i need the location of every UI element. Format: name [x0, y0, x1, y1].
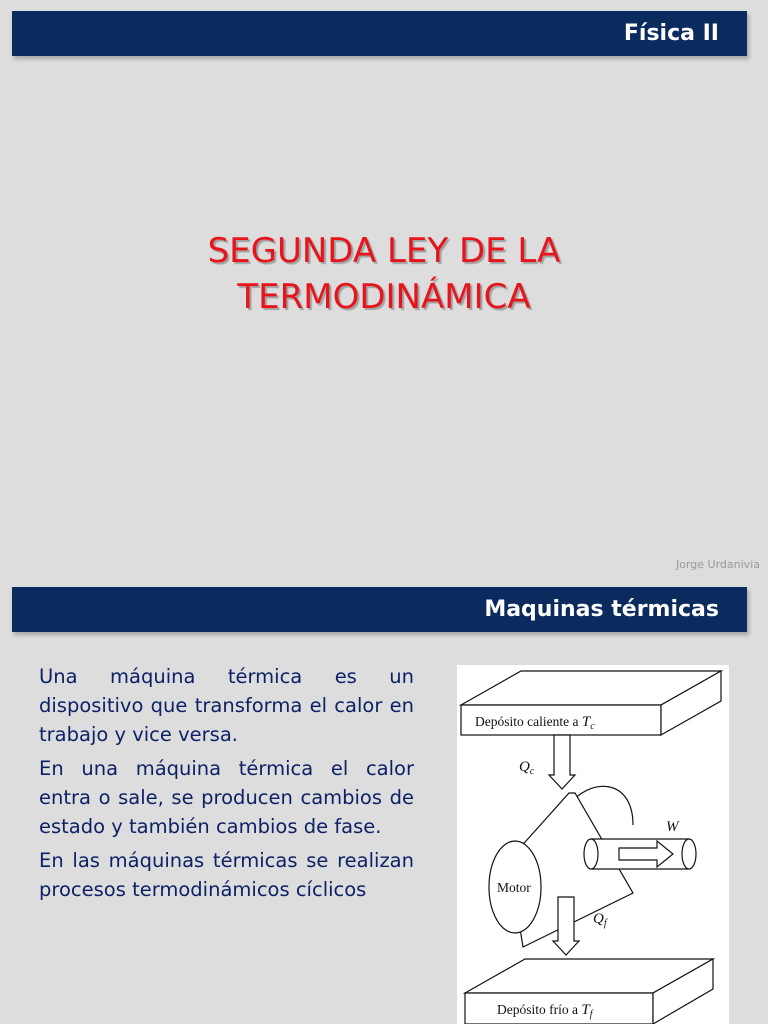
heat-in-arrow — [549, 735, 575, 789]
cold-reservoir-label: Depósito frío a $T_f$ — [497, 1002, 593, 1020]
heat-in-label: $Q_c$ — [519, 759, 535, 777]
section-title: Maquinas térmicas — [484, 597, 719, 622]
hot-reservoir-label: Depósito caliente a $T_c$ — [475, 714, 595, 732]
course-title: Física II — [623, 21, 719, 46]
paragraph: Una máquina térmica es un dispositivo que transforma el calor en trabajo y vice versa. — [39, 665, 414, 746]
paragraph: En las máquinas térmicas se realizan procesos termodinámicos cíclicos — [39, 849, 414, 901]
heat-engine-diagram — [457, 665, 729, 1024]
body-text — [39, 662, 414, 909]
author-name: Jorge Urdanivia — [676, 558, 760, 571]
heat-engine-svg — [457, 665, 729, 1024]
slide-title-line-1: SEGUNDA LEY DE LA — [207, 231, 561, 271]
paragraph: En una máquina térmica el calor entra o sale, se producen cambios de estado y también cambios de fase. — [39, 757, 414, 838]
engine-label: Motor — [497, 880, 531, 895]
content-slide — [0, 577, 768, 1024]
slide-title-line-2: TERMODINÁMICA — [237, 277, 531, 317]
work-shaft-start — [584, 839, 598, 869]
heat-out-label: $Q_f$ — [593, 911, 607, 929]
work-shaft-end — [682, 839, 696, 869]
slide-title — [0, 228, 768, 320]
header-bar — [12, 587, 747, 632]
work-label: W — [666, 819, 679, 835]
header-bar — [12, 11, 747, 56]
